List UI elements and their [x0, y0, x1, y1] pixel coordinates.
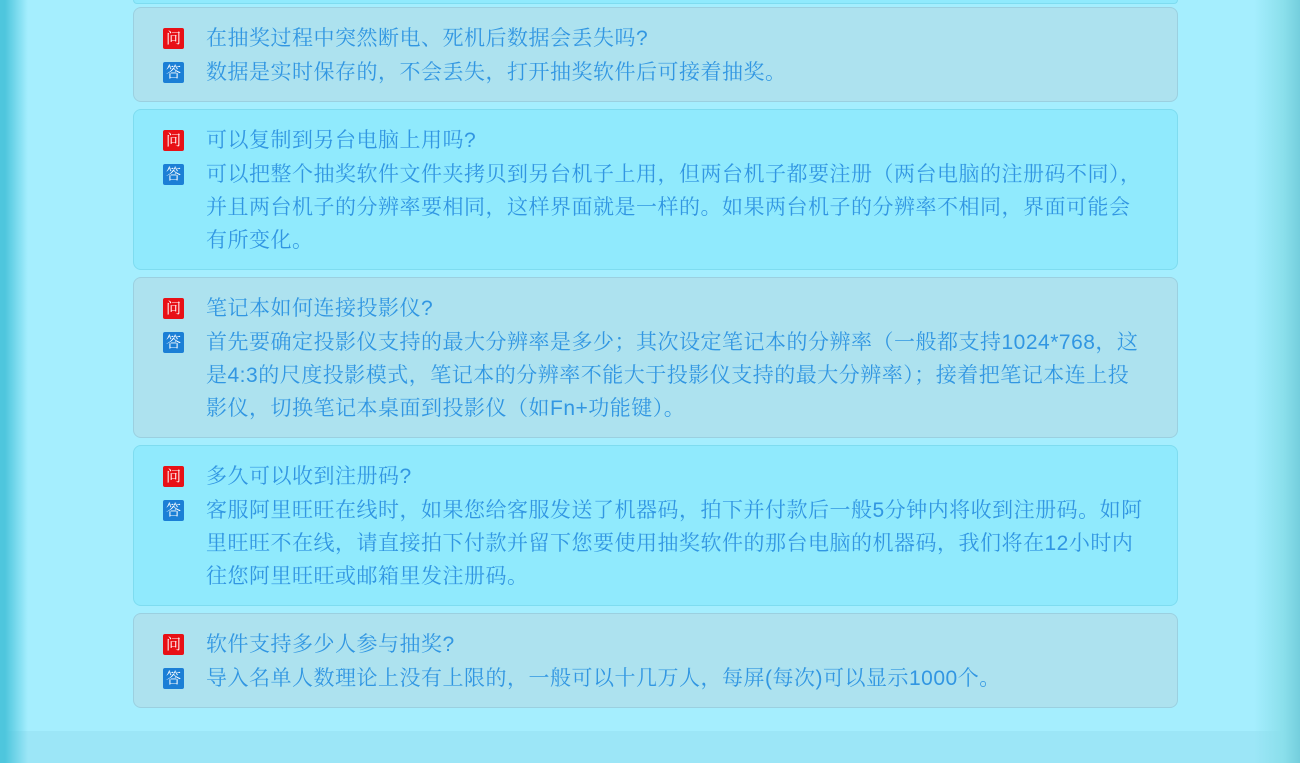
faq-card: [133, 613, 1178, 708]
footer-band: [0, 731, 1300, 763]
answer-icon: 答: [163, 500, 184, 521]
answer-row: [163, 56, 1149, 89]
faq-list: [133, 0, 1178, 715]
question-icon: 问: [163, 466, 184, 487]
answer-text: 可以把整个抽奖软件文件夹拷贝到另台机子上用，但两台机子都要注册（两台电脑的注册码不同），并且两台机子的分辨率要相同，这样界面就是一样的。如果两台机子的分辨率不相同，界面可能会有所变化。: [206, 163, 1142, 252]
question-row: [163, 292, 1149, 325]
answer-icon: 答: [163, 164, 184, 185]
question-icon: 问: [163, 130, 184, 151]
question-text: 可以复制到另台电脑上用吗?: [206, 129, 477, 152]
faq-card: [133, 445, 1178, 606]
answer-text: 首先要确定投影仪支持的最大分辨率是多少；其次设定笔记本的分辨率（一般都支持1024*768，这是4:3的尺度投影模式，笔记本的分辨率不能大于投影仪支持的最大分辨率）；接着把笔记本连上投影仪，切换笔记本桌面到投影仪（如Fn+功能键）。: [206, 331, 1139, 420]
answer-text: 导入名单人数理论上没有上限的，一般可以十几万人，每屏(每次)可以显示1000个。: [206, 667, 1001, 690]
question-row: [163, 124, 1149, 157]
faq-card: [133, 277, 1178, 438]
question-icon: 问: [163, 634, 184, 655]
question-text: 多久可以收到注册码?: [206, 465, 412, 488]
answer-row: [163, 326, 1149, 425]
question-row: [163, 628, 1149, 661]
question-text: 笔记本如何连接投影仪?: [206, 297, 434, 320]
faq-card: [133, 109, 1178, 270]
page-left-edge-shade: [0, 0, 30, 763]
faq-card: [133, 7, 1178, 102]
answer-row: [163, 662, 1149, 695]
question-text: 软件支持多少人参与抽奖?: [206, 633, 455, 656]
page-right-edge-shade: [1254, 0, 1300, 763]
answer-text: 客服阿里旺旺在线时，如果您给客服发送了机器码，拍下并付款后一般5分钟内将收到注册码。如阿里旺旺不在线，请直接拍下付款并留下您要使用抽奖软件的那台电脑的机器码，我们将在12小时内往您阿里旺旺或邮箱里发注册码。: [206, 499, 1143, 588]
answer-icon: 答: [163, 62, 184, 83]
question-icon: 问: [163, 298, 184, 319]
answer-icon: 答: [163, 332, 184, 353]
answer-row: [163, 158, 1149, 257]
answer-icon: 答: [163, 668, 184, 689]
answer-text: 数据是实时保存的，不会丢失，打开抽奖软件后可接着抽奖。: [206, 61, 787, 84]
question-row: [163, 460, 1149, 493]
answer-row: [163, 494, 1149, 593]
question-row: [163, 22, 1149, 55]
question-text: 在抽奖过程中突然断电、死机后数据会丢失吗?: [206, 27, 649, 50]
question-icon: 问: [163, 28, 184, 49]
faq-card-cutoff-top: [133, 0, 1178, 4]
